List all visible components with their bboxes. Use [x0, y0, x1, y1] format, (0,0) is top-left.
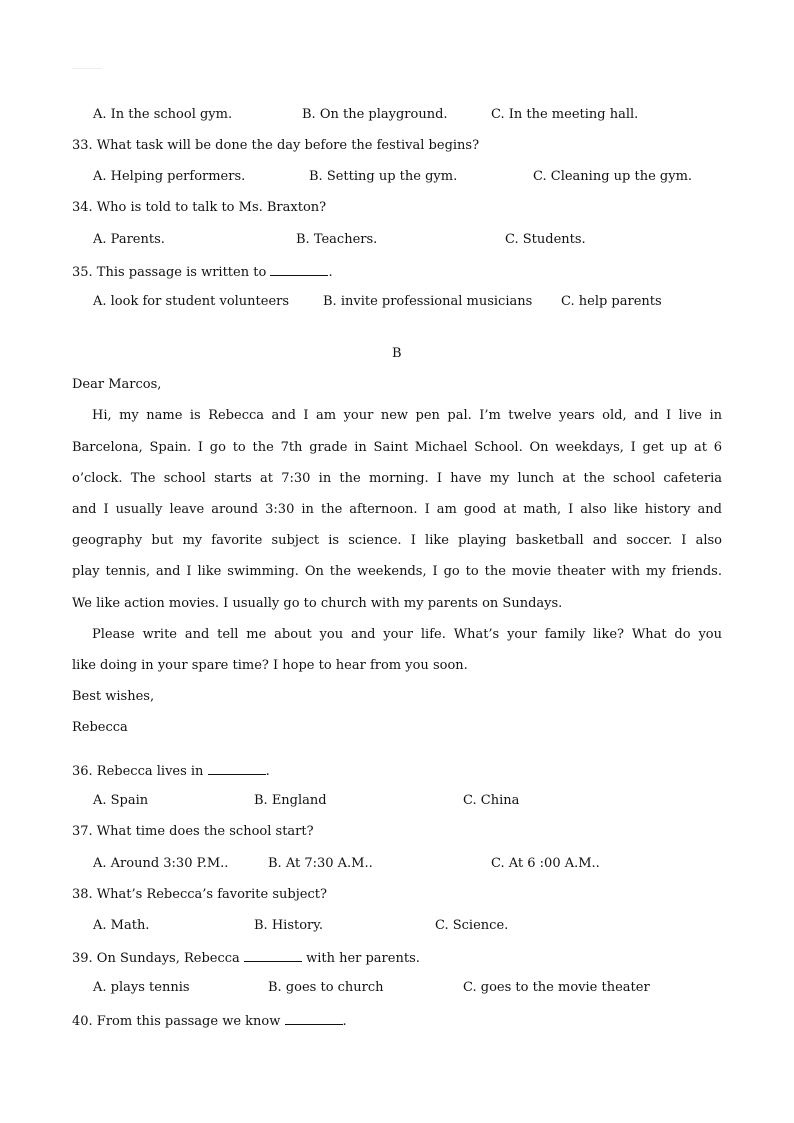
q32-option-b: B. On the playground.	[302, 107, 448, 122]
letter-line: geography but my favorite subject is science. I like playing basketball and soccer. I also	[72, 533, 722, 548]
q39-stem	[72, 949, 420, 967]
q35-stem	[72, 263, 333, 281]
q34-option-a: A. Parents.	[93, 232, 165, 247]
q32-option-c: C. In the meeting hall.	[491, 107, 639, 122]
q33-option-b: B. Setting up the gym.	[309, 169, 458, 184]
q36-stem-text: 36. Rebecca lives in	[72, 764, 204, 779]
q37-option-b: B. At 7:30 A.M..	[268, 856, 373, 871]
letter-line: play tennis, and I like swimming. On the weekends, I go to the movie theater with my friends.	[72, 564, 722, 579]
answer-blank	[208, 762, 266, 775]
q38-stem: 38. What’s Rebecca’s favorite subject?	[72, 887, 327, 902]
q37-option-a: A. Around 3:30 P.M..	[93, 856, 229, 871]
q38-option-c: C. Science.	[435, 918, 509, 933]
q33-option-c: C. Cleaning up the gym.	[533, 169, 693, 184]
q35-stem-end: .	[328, 265, 333, 280]
q40-stem-end: .	[342, 1014, 347, 1029]
q37-option-c: C. At 6 :00 A.M..	[491, 856, 600, 871]
q39-option-b: B. goes to church	[268, 980, 384, 995]
answer-blank	[244, 949, 302, 962]
letter-closing: Best wishes,	[72, 689, 155, 704]
letter-signature: Rebecca	[72, 720, 128, 735]
letter-line: and I usually leave around 3:30 in the afternoon. I am good at math, I also like history and	[72, 502, 722, 517]
q37-stem: 37. What time does the school start?	[72, 824, 314, 839]
q35-option-b: B. invite professional musicians	[323, 294, 533, 309]
q34-stem: 34. Who is told to talk to Ms. Braxton?	[72, 200, 327, 215]
q40-stem	[72, 1012, 347, 1030]
q34-option-c: C. Students.	[505, 232, 586, 247]
section-heading: B	[392, 346, 402, 361]
letter-line: Please write and tell me about you and your life. What’s your family like? What do you	[92, 627, 722, 642]
q32-option-a: A. In the school gym.	[93, 107, 233, 122]
q35-option-c: C. help parents	[561, 294, 662, 309]
letter-line: We like action movies. I usually go to church with my parents on Sundays.	[72, 596, 563, 611]
letter-line: o’clock. The school starts at 7:30 in the morning. I have my lunch at the school cafeteria	[72, 471, 722, 486]
q38-option-b: B. History.	[254, 918, 323, 933]
header-rule	[72, 68, 102, 69]
q36-option-c: C. China	[463, 793, 520, 808]
letter-line: Hi, my name is Rebecca and I am your new pen pal. I’m twelve years old, and I live in	[92, 408, 722, 423]
q34-option-b: B. Teachers.	[296, 232, 378, 247]
q38-option-a: A. Math.	[93, 918, 150, 933]
letter-line: like doing in your spare time? I hope to hear from you soon.	[72, 658, 468, 673]
q35-option-a: A. look for student volunteers	[93, 294, 290, 309]
letter-line: Barcelona, Spain. I go to the 7th grade in Saint Michael School. On weekdays, I get up at 6	[72, 440, 722, 455]
q39-stem-text: 39. On Sundays, Rebecca	[72, 951, 240, 966]
q36-stem-end: .	[265, 764, 270, 779]
q36-option-b: B. England	[254, 793, 327, 808]
q35-stem-text: 35. This passage is written to	[72, 265, 267, 280]
q33-option-a: A. Helping performers.	[93, 169, 246, 184]
letter-greeting: Dear Marcos,	[72, 377, 162, 392]
q40-stem-text: 40. From this passage we know	[72, 1014, 281, 1029]
answer-blank	[270, 263, 328, 276]
q36-option-a: A. Spain	[93, 793, 149, 808]
q39-option-c: C. goes to the movie theater	[463, 980, 650, 995]
q39-option-a: A. plays tennis	[93, 980, 190, 995]
q33-stem: 33. What task will be done the day before the festival begins?	[72, 138, 480, 153]
q39-stem-end: with her parents.	[306, 951, 420, 966]
answer-blank	[285, 1012, 343, 1025]
q36-stem	[72, 762, 270, 780]
